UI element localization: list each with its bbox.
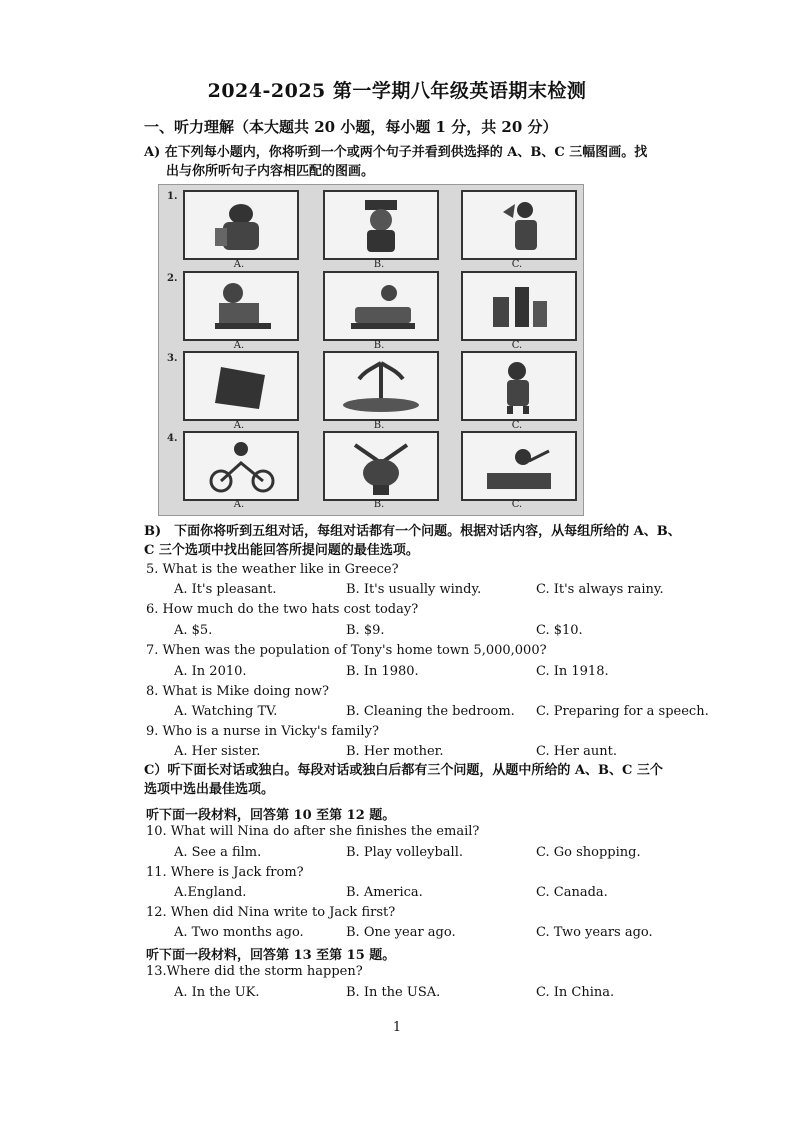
part-c-instruction	[144, 761, 719, 799]
picture-label: C.	[511, 259, 523, 270]
option-b[interactable]: B. $9.	[346, 623, 385, 638]
question-13: 13.Where did the storm happen?	[146, 964, 363, 979]
option-c[interactable]: C. In China.	[536, 985, 615, 1000]
question-10: 10. What will Nina do after she finishes the email?	[146, 824, 480, 839]
question-7: 7. When was the population of Tony's home town 5,000,000?	[146, 643, 547, 658]
picture-label: B.	[373, 499, 385, 510]
picture-grid	[158, 184, 584, 516]
option-b[interactable]: B. Her mother.	[346, 744, 444, 759]
picture-label: A.	[233, 340, 245, 351]
picture-1c	[461, 190, 577, 260]
option-a[interactable]: A. In the UK.	[174, 985, 260, 1000]
option-a[interactable]: A. It's pleasant.	[174, 582, 277, 597]
group-1-intro: 听下面一段材料，回答第 10 至第 12 题。	[146, 808, 396, 823]
option-b[interactable]: B. One year ago.	[346, 925, 456, 940]
picture-label: B.	[373, 340, 385, 351]
picture-label: C.	[511, 499, 523, 510]
option-a[interactable]: A. See a film.	[174, 845, 262, 860]
part-b-instruction	[144, 522, 719, 560]
picture-label: A.	[233, 499, 245, 510]
part-b-instruction-line1: B) 下面你将听到五组对话，每组对话都有一个问题。根据对话内容，从每组所给的 A、B、	[144, 524, 681, 539]
question-12: 12. When did Nina write to Jack first?	[146, 905, 396, 920]
option-c[interactable]: C. Preparing for a speech.	[536, 704, 709, 719]
option-c[interactable]: C. Go shopping.	[536, 845, 641, 860]
option-a[interactable]: A.England.	[174, 885, 247, 900]
option-b[interactable]: B. It's usually windy.	[346, 582, 482, 597]
row-number: 2.	[167, 273, 178, 284]
option-b[interactable]: B. America.	[346, 885, 423, 900]
question-9: 9. Who is a nurse in Vicky's family?	[146, 724, 379, 739]
picture-label: C.	[511, 420, 523, 431]
row-number: 1.	[167, 191, 178, 202]
picture-4c	[461, 431, 577, 501]
option-a[interactable]: A. Her sister.	[174, 744, 261, 759]
part-c-instruction-line2: 选项中选出最佳选项。	[144, 782, 275, 797]
row-number: 3.	[167, 353, 178, 364]
picture-1b	[323, 190, 439, 260]
option-c[interactable]: C. $10.	[536, 623, 583, 638]
option-a[interactable]: A. $5.	[174, 623, 213, 638]
option-a[interactable]: A. In 2010.	[174, 664, 247, 679]
option-c[interactable]: C. Two years ago.	[536, 925, 653, 940]
picture-3a	[183, 351, 299, 421]
picture-label: B.	[373, 259, 385, 270]
group-2-intro: 听下面一段材料，回答第 13 至第 15 题。	[146, 948, 396, 963]
picture-label: A.	[233, 259, 245, 270]
option-c[interactable]: C. In 1918.	[536, 664, 609, 679]
option-a[interactable]: A. Watching TV.	[174, 704, 278, 719]
option-b[interactable]: B. In the USA.	[346, 985, 441, 1000]
option-c[interactable]: C. Her aunt.	[536, 744, 617, 759]
picture-label: C.	[511, 340, 523, 351]
picture-1a	[183, 190, 299, 260]
part-a-instruction-line2: 出与你所听句子内容相匹配的图画。	[166, 164, 375, 179]
part-c-instruction-line1: C）听下面长对话或独白。每段对话或独白后都有三个问题，从题中所给的 A、B、C 三个	[144, 763, 663, 778]
question-6: 6. How much do the two hats cost today?	[146, 602, 419, 617]
row-number: 4.	[167, 433, 178, 444]
picture-2b	[323, 271, 439, 341]
page-number: 1	[392, 1020, 402, 1035]
option-b[interactable]: B. Cleaning the bedroom.	[346, 704, 515, 719]
picture-label: A.	[233, 420, 245, 431]
part-b-instruction-line2: C 三个选项中找出能回答所提问题的最佳选项。	[144, 543, 419, 558]
section-heading: 一、听力理解（本大题共 20 小题，每小题 1 分，共 20 分）	[144, 118, 558, 136]
picture-2c	[461, 271, 577, 341]
option-b[interactable]: B. Play volleyball.	[346, 845, 463, 860]
picture-label: B.	[373, 420, 385, 431]
picture-2a	[183, 271, 299, 341]
question-5: 5. What is the weather like in Greece?	[146, 562, 399, 577]
question-8: 8. What is Mike doing now?	[146, 684, 329, 699]
picture-3c	[461, 351, 577, 421]
question-11: 11. Where is Jack from?	[146, 865, 304, 880]
option-c[interactable]: C. It's always rainy.	[536, 582, 664, 597]
picture-4a	[183, 431, 299, 501]
option-b[interactable]: B. In 1980.	[346, 664, 419, 679]
part-a-instruction-line1: A) 在下列每小题内，你将听到一个或两个句子并看到供选择的 A、B、C 三幅图画。找	[144, 145, 648, 160]
option-c[interactable]: C. Canada.	[536, 885, 608, 900]
option-a[interactable]: A. Two months ago.	[174, 925, 304, 940]
page-title: 2024-2025 第一学期八年级英语期末检测	[207, 80, 587, 102]
picture-4b	[323, 431, 439, 501]
picture-3b	[323, 351, 439, 421]
part-a-instruction	[144, 143, 704, 181]
